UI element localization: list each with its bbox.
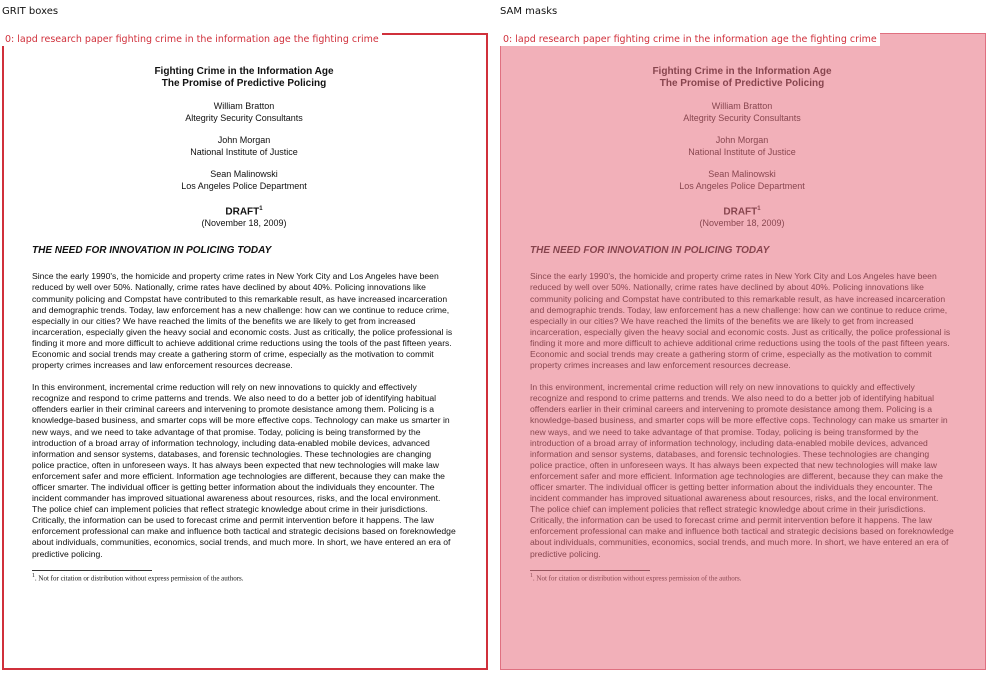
draft-footnote-mark: 1 bbox=[259, 206, 263, 212]
footnote-text: . Not for citation or distribution without express permission of the authors. bbox=[34, 574, 244, 582]
draft-date: (November 18, 2009) bbox=[201, 218, 287, 229]
body-paragraph: In this environment, incremental crime reduction will rely on new innovations to quickly and effectively recognize and respond to crime patterns and trends. We also need to do a better job of identifying habitual offenders earlier in their criminal careers and intervening to promote desistance among them. Policing is a knowledge-based business, and smarter cops will be more effective cops. Technology can make us smarter in new ways, and we need to take advantage of that promise. Today, policing is being transformed by the introduction of a broad array of information technology, including data-enabled mobile devices, advanced information and sensor systems, databases, and forensic technologies. These technologies are changing police practice, often in unforeseen ways. It has always been expected that new technologies will make law enforcement safer and more efficient. Information age technologies are different, because they can make the officer smarter. The individual officer is getting better information about the individuals they encounter. The incident commander has improved situational awareness about resources, risks, and the local environment. The police chief can implement policies that reflect strategic knowledge about crime in their jurisdictions. Critically, the information can be used to forecast crime and permit intervention before it happens. The law enforcement professional can make and influence both tactical and strategic decisions based on foreknowledge about individuals, communities, economics, social trends, and much more. In short, we have entered an era of predictive policing. bbox=[32, 382, 456, 559]
sam-panel bbox=[500, 33, 986, 670]
section-heading: THE NEED FOR INNOVATION IN POLICING TODAY bbox=[32, 245, 272, 257]
box-label: 0: lapd research paper fighting crime in the information age the fighting crime bbox=[2, 33, 382, 46]
mask-label: 0: lapd research paper fighting crime in the information age the fighting crime bbox=[500, 33, 880, 46]
footnote-number: 1 bbox=[32, 572, 35, 579]
paper-title: Fighting Crime in the Information Age bbox=[154, 66, 334, 77]
author-name: John Morgan bbox=[217, 135, 271, 145]
draft-text: DRAFT bbox=[225, 206, 260, 218]
grit-panel bbox=[2, 33, 488, 670]
author-org: Altegrity Security Consultants bbox=[185, 112, 303, 123]
grit-panel-title: GRIT boxes bbox=[2, 6, 59, 17]
paper-subtitle: The Promise of Predictive Policing bbox=[161, 78, 327, 89]
sam-panel-title: SAM masks bbox=[500, 6, 558, 17]
grit-bounding-box bbox=[2, 33, 488, 670]
author-org: National Institute of Justice bbox=[190, 146, 298, 157]
author-org: Los Angeles Police Department bbox=[181, 180, 307, 191]
body-paragraph: Since the early 1990's, the homicide and property crime rates in New York City and Los Angeles have been reduced by well over 50%. Nationally, crime rates have declined by about 40%. Policing innovations like community policing and Compstat have contributed to this remarkable result, as have increased incarceration and demographic trends. Today, law enforcement has a new challenge: how can we continue to reduce crime, especially in our cities? We have reached the limits of the benefits we are likely to get from increased incarceration, especially given the heavy social and economic costs. Just as critically, the police professional is finding it more and more difficult to achieve additional crime reductions using the tools of the past fifteen years. Economic and social trends may create a gathering storm of crime, especially as the motivation to commit property crimes increases and law enforcement resources decrease. bbox=[32, 271, 453, 371]
sam-mask-overlay bbox=[500, 33, 986, 670]
author-name: Sean Malinowski bbox=[210, 169, 278, 179]
author-name: William Bratton bbox=[213, 101, 275, 111]
